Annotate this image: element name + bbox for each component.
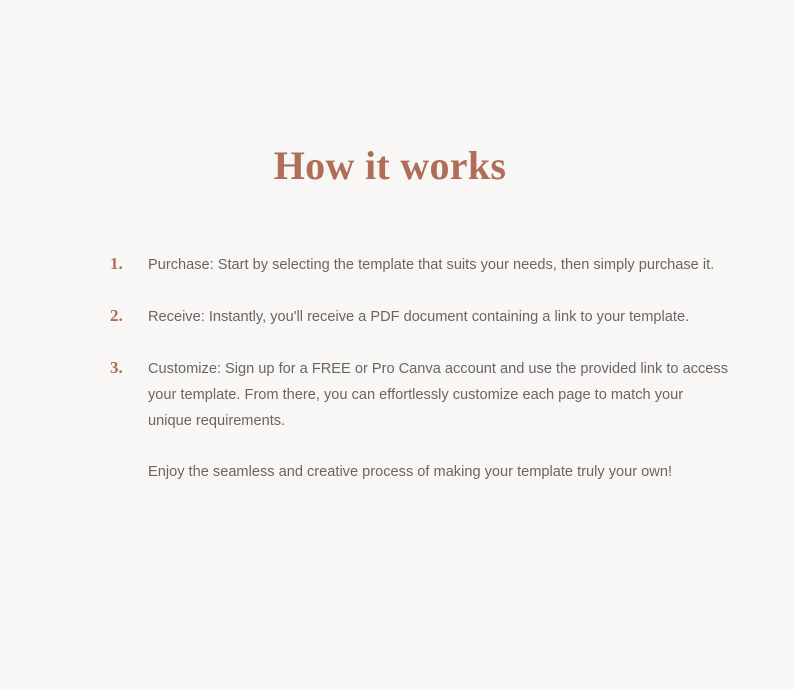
- step-text: Receive: Instantly, you'll receive a PDF document containing a link to your template.: [148, 309, 690, 325]
- step-text: Purchase: Start by selecting the template that suits your needs, then simply purchase it.: [148, 257, 715, 273]
- step-text: Customize: Sign up for a FREE or Pro Canva account and use the provided link to access your template. From there, you can effortlessly customize each page to match your unique requirements.: [148, 361, 728, 429]
- page-title: How it works: [273, 143, 507, 188]
- step-number: 1.: [110, 254, 123, 273]
- step-number: 2.: [110, 306, 123, 325]
- closing-note: Enjoy the seamless and creative process of making your template truly your own!: [148, 464, 672, 480]
- step-number: 3.: [110, 358, 123, 377]
